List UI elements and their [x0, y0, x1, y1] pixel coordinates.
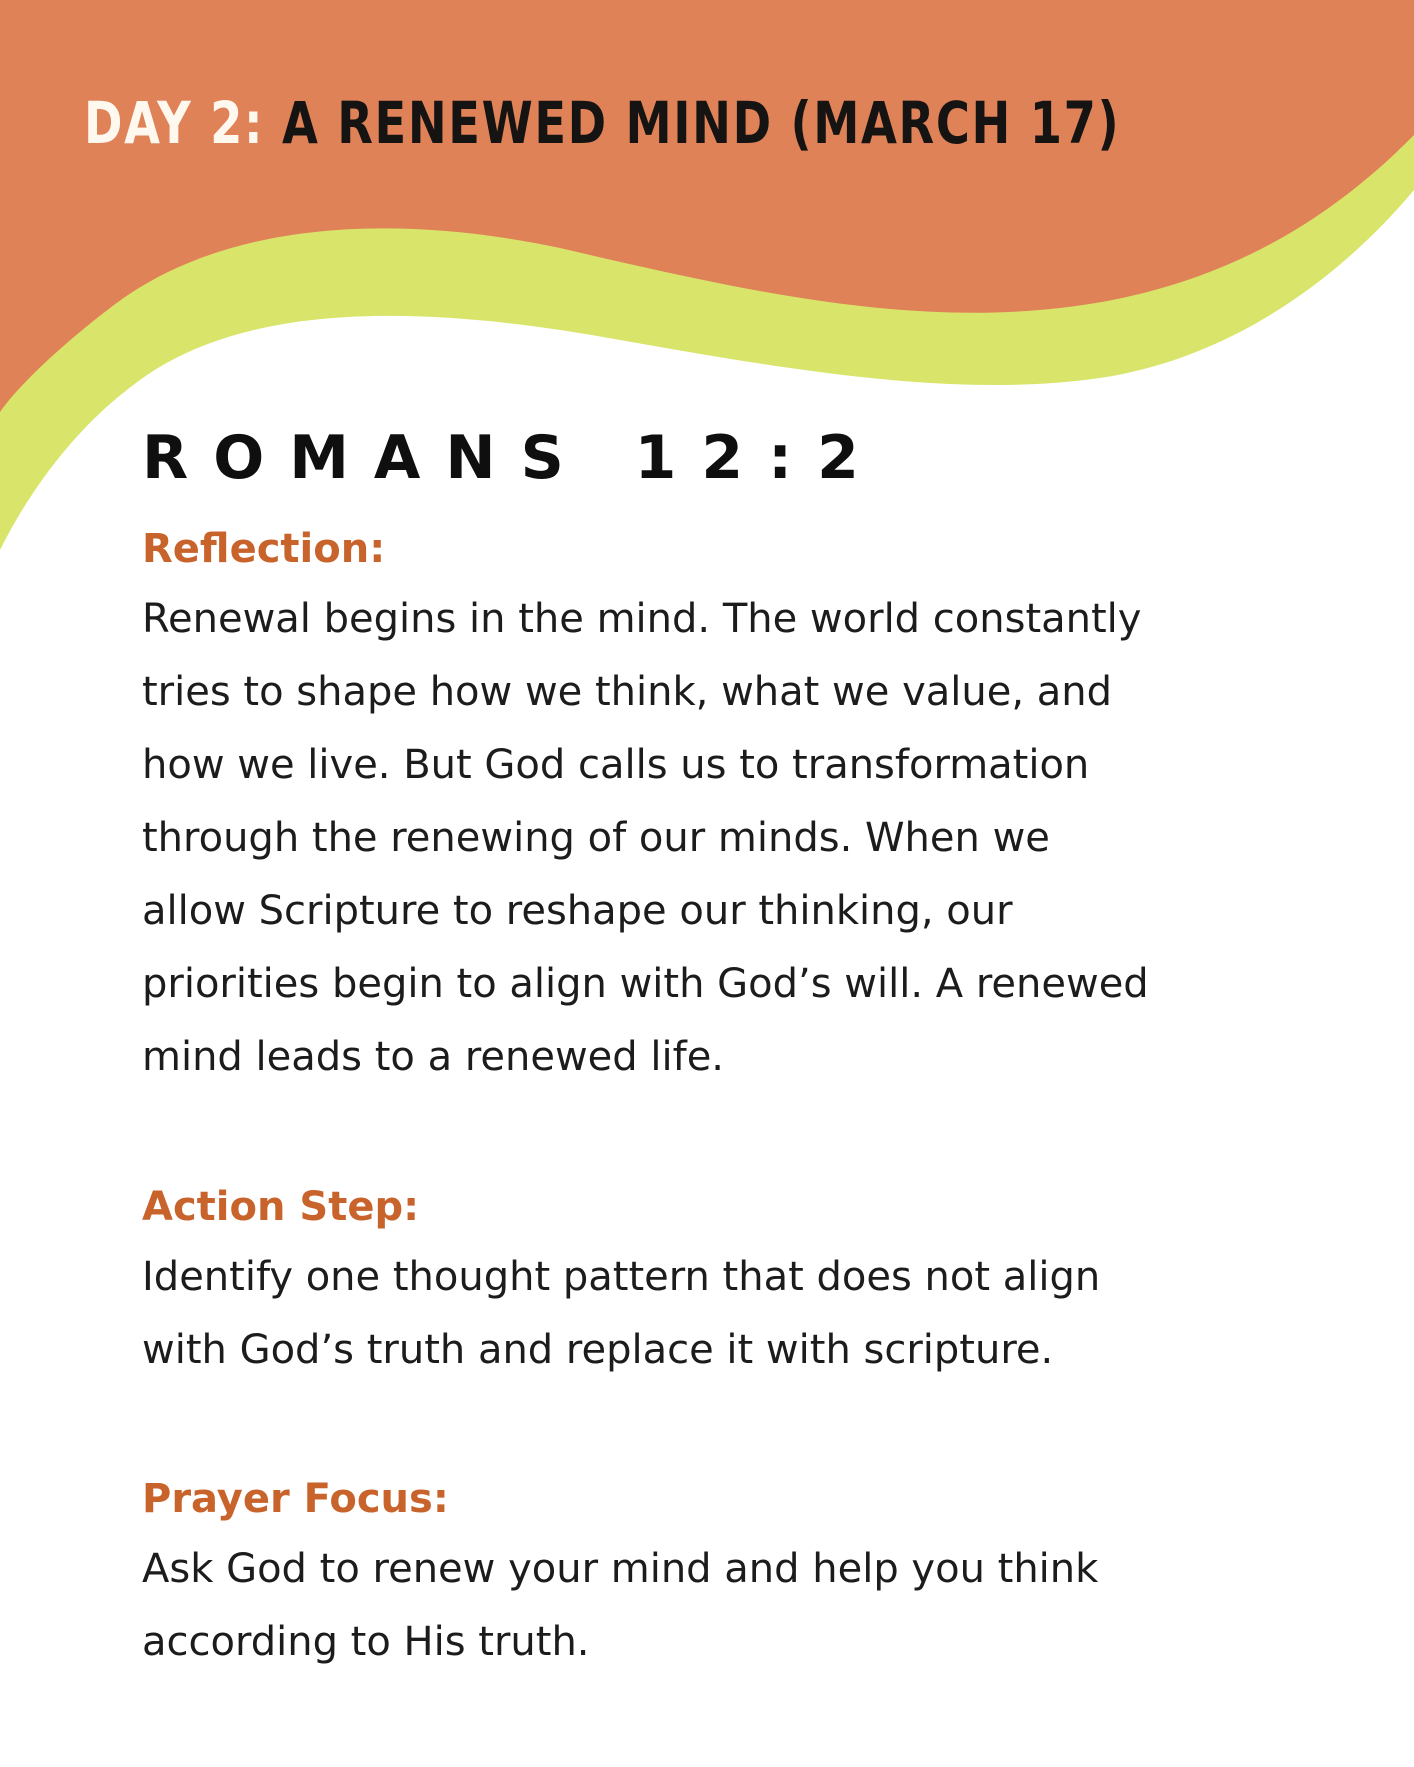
prayer-focus-body [142, 1533, 1292, 1679]
reflection-line: allow Scripture to reshape our thinking, our [142, 888, 1013, 934]
scripture-reference: ROMANS 12:2 [142, 423, 884, 493]
action-step-line: with God’s truth and replace it with scripture. [142, 1327, 1054, 1373]
action-step-body [142, 1241, 1292, 1387]
prayer-focus-section [142, 1476, 1292, 1679]
prayer-focus-line: according to His truth. [142, 1619, 590, 1665]
title-text: A RENEWED MIND (MARCH 17) [281, 89, 1121, 157]
day-label: DAY 2: [84, 89, 265, 157]
reflection-section [142, 526, 1292, 1094]
reflection-line: through the renewing of our minds. When we [142, 815, 1050, 861]
reflection-body [142, 583, 1292, 1094]
action-step-section [142, 1184, 1292, 1387]
reflection-line: Renewal begins in the mind. The world constantly [142, 596, 1142, 642]
reflection-line: how we live. But God calls us to transformation [142, 742, 1090, 788]
page-title [84, 89, 1121, 157]
prayer-focus-heading: Prayer Focus: [142, 1476, 449, 1522]
action-step-heading: Action Step: [142, 1184, 420, 1230]
reflection-line: priorities begin to align with God’s will. A renewed [142, 961, 1149, 1007]
reflection-line: mind leads to a renewed life. [142, 1034, 725, 1080]
reflection-heading: Reflection: [142, 526, 386, 572]
reflection-line: tries to shape how we think, what we value, and [142, 669, 1113, 715]
action-step-line: Identify one thought pattern that does not align [142, 1254, 1101, 1300]
prayer-focus-line: Ask God to renew your mind and help you think [142, 1546, 1099, 1592]
